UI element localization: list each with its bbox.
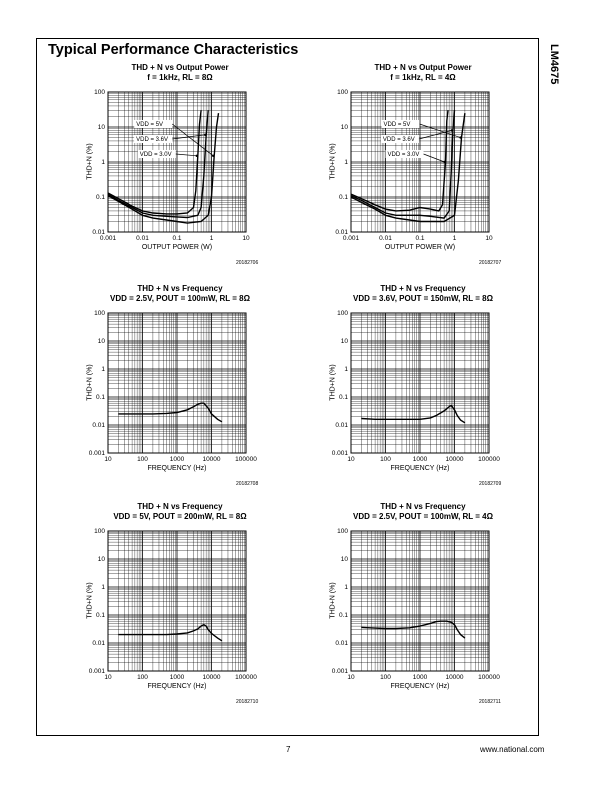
chart-subtitle: f = 1kHz, RL = 4Ω <box>390 73 456 82</box>
figure-code: 20182709 <box>479 481 502 487</box>
x-tick-label: 10000 <box>445 674 464 681</box>
chart-thdn-vs-power-8ohm <box>80 62 280 277</box>
y-tick-label: 100 <box>94 89 105 97</box>
y-tick-label: 10 <box>340 338 348 346</box>
y-tick-label: 10 <box>97 338 105 346</box>
x-tick-label: 100000 <box>478 674 500 681</box>
y-tick-label: 10 <box>97 556 105 564</box>
chart-subtitle: VDD = 3.6V, POUT = 150mW, RL = 8Ω <box>352 294 494 303</box>
x-tick-label: 10000 <box>445 456 464 463</box>
y-tick-label: 100 <box>94 528 105 536</box>
x-tick-label: 0.01 <box>379 235 392 242</box>
x-tick-label: 1000 <box>169 456 185 463</box>
y-tick-label: 100 <box>337 528 348 536</box>
y-tick-label: 10 <box>340 124 348 132</box>
x-tick-label: 100000 <box>235 674 257 681</box>
grid <box>351 92 489 232</box>
x-axis-label: OUTPUT POWER (W) <box>384 244 456 251</box>
x-tick-label: 1 <box>452 235 457 242</box>
chart-thdn-vs-freq-3v6-8ohm <box>323 283 523 498</box>
x-tick-label: 1000 <box>169 674 185 681</box>
figure-code: 20182710 <box>236 699 259 705</box>
x-tick-label: 100 <box>137 456 148 463</box>
chart-subtitle: f = 1kHz, RL = 8Ω <box>147 73 213 82</box>
annotation-label: VDD = 3.6V <box>136 137 169 143</box>
annotation-arrowhead <box>451 129 453 131</box>
y-axis-label: THD+N (%) <box>86 143 94 180</box>
y-tick-label: 0.1 <box>338 394 348 402</box>
y-tick-label: 0.1 <box>338 194 348 202</box>
page-number: 7 <box>286 745 291 754</box>
y-tick-label: 100 <box>94 310 105 318</box>
annotation-label: VDD = 3.0V <box>139 152 172 158</box>
x-tick-label: 10 <box>104 674 112 681</box>
annotation-label: VDD = 5V <box>383 122 411 128</box>
annotation-arrowhead <box>459 136 461 138</box>
y-axis-label: THD+N (%) <box>86 582 94 619</box>
y-tick-label: 0.001 <box>331 450 348 458</box>
figure-code: 20182708 <box>236 481 259 487</box>
annotation-label: VDD = 3.6V <box>382 137 415 143</box>
x-tick-label: 10000 <box>202 674 221 681</box>
chart-title: THD + N vs Frequency <box>137 284 223 293</box>
series-line <box>118 403 221 422</box>
x-axis-label: FREQUENCY (Hz) <box>390 683 450 690</box>
grid <box>108 531 246 671</box>
chart-subtitle: VDD = 2.5V, POUT = 100mW, RL = 4Ω <box>352 512 494 521</box>
x-tick-label: 100000 <box>235 456 257 463</box>
x-tick-label: 10 <box>347 674 355 681</box>
y-tick-label: 0.001 <box>88 668 105 676</box>
y-tick-label: 0.01 <box>335 640 348 648</box>
chart-subtitle: VDD = 2.5V, POUT = 100mW, RL = 8Ω <box>109 294 251 303</box>
y-tick-label: 1 <box>101 159 105 167</box>
y-tick-label: 1 <box>101 366 105 374</box>
y-tick-label: 0.001 <box>88 450 105 458</box>
x-tick-label: 100 <box>380 674 391 681</box>
side-part-number: LM4675 <box>548 44 560 85</box>
x-tick-label: 1 <box>209 235 214 242</box>
x-axis-label: FREQUENCY (Hz) <box>147 683 207 690</box>
annotation-arrowhead <box>212 155 214 157</box>
x-tick-label: 10000 <box>202 456 221 463</box>
x-tick-label: 10 <box>104 456 112 463</box>
y-tick-label: 0.01 <box>92 229 105 237</box>
grid <box>108 92 246 232</box>
grid <box>108 313 246 453</box>
series-line <box>118 625 221 641</box>
x-tick-label: 100000 <box>478 456 500 463</box>
x-tick-label: 0.1 <box>415 235 425 242</box>
annotation-label: VDD = 3.0V <box>387 152 420 158</box>
figure-code: 20182706 <box>236 260 259 266</box>
y-tick-label: 10 <box>340 556 348 564</box>
x-tick-label: 1000 <box>412 674 428 681</box>
annotation-arrowhead <box>443 161 445 163</box>
y-tick-label: 1 <box>344 159 348 167</box>
y-tick-label: 100 <box>337 310 348 318</box>
x-tick-label: 10 <box>347 456 355 463</box>
grid <box>351 531 489 671</box>
y-tick-label: 0.01 <box>335 422 348 430</box>
chart-thdn-vs-freq-5v-8ohm <box>80 501 280 716</box>
y-tick-label: 10 <box>97 124 105 132</box>
x-tick-label: 0.001 <box>99 235 117 242</box>
y-tick-label: 0.01 <box>335 229 348 237</box>
annotation-label: VDD = 5V <box>136 122 164 128</box>
y-tick-label: 0.1 <box>95 394 105 402</box>
chart-title: THD + N vs Output Power <box>374 63 472 72</box>
page-title: Typical Performance Characteristics <box>48 42 299 58</box>
x-tick-label: 0.001 <box>342 235 360 242</box>
chart-subtitle: VDD = 5V, POUT = 200mW, RL = 8Ω <box>113 512 247 521</box>
chart-title: THD + N vs Frequency <box>137 502 223 511</box>
x-axis-label: FREQUENCY (Hz) <box>147 465 207 472</box>
figure-code: 20182711 <box>479 699 501 705</box>
y-tick-label: 0.01 <box>92 422 105 430</box>
y-tick-label: 0.1 <box>338 612 348 620</box>
y-tick-label: 0.1 <box>95 194 105 202</box>
annotation-arrow <box>424 154 445 162</box>
y-tick-label: 0.01 <box>92 640 105 648</box>
figure-code: 20182707 <box>479 260 502 266</box>
x-tick-label: 100 <box>380 456 391 463</box>
chart-thdn-vs-power-4ohm <box>323 62 523 277</box>
x-tick-label: 0.1 <box>172 235 182 242</box>
x-tick-label: 10 <box>485 235 493 242</box>
y-tick-label: 0.001 <box>331 668 348 676</box>
annotation-arrowhead <box>204 134 206 136</box>
y-axis-label: THD+N (%) <box>86 364 94 401</box>
chart-title: THD + N vs Frequency <box>380 284 466 293</box>
chart-thdn-vs-freq-2v5-8ohm <box>80 283 280 498</box>
x-axis-label: FREQUENCY (Hz) <box>390 465 450 472</box>
chart-title: THD + N vs Output Power <box>131 63 229 72</box>
chart-title: THD + N vs Frequency <box>380 502 466 511</box>
y-tick-label: 1 <box>344 366 348 374</box>
y-tick-label: 0.1 <box>95 612 105 620</box>
x-tick-label: 0.01 <box>136 235 149 242</box>
grid <box>351 313 489 453</box>
y-axis-label: THD+N (%) <box>329 364 337 401</box>
x-tick-label: 10 <box>242 235 250 242</box>
y-axis-label: THD+N (%) <box>329 143 337 180</box>
x-axis-label: OUTPUT POWER (W) <box>141 244 213 251</box>
x-tick-label: 1000 <box>412 456 428 463</box>
x-tick-label: 100 <box>137 674 148 681</box>
y-tick-label: 1 <box>344 584 348 592</box>
website-url: www.national.com <box>480 745 545 754</box>
y-axis-label: THD+N (%) <box>329 582 337 619</box>
y-tick-label: 1 <box>101 584 105 592</box>
chart-thdn-vs-freq-2v5-4ohm <box>323 501 523 716</box>
y-tick-label: 100 <box>337 89 348 97</box>
annotation-arrowhead <box>196 155 198 157</box>
